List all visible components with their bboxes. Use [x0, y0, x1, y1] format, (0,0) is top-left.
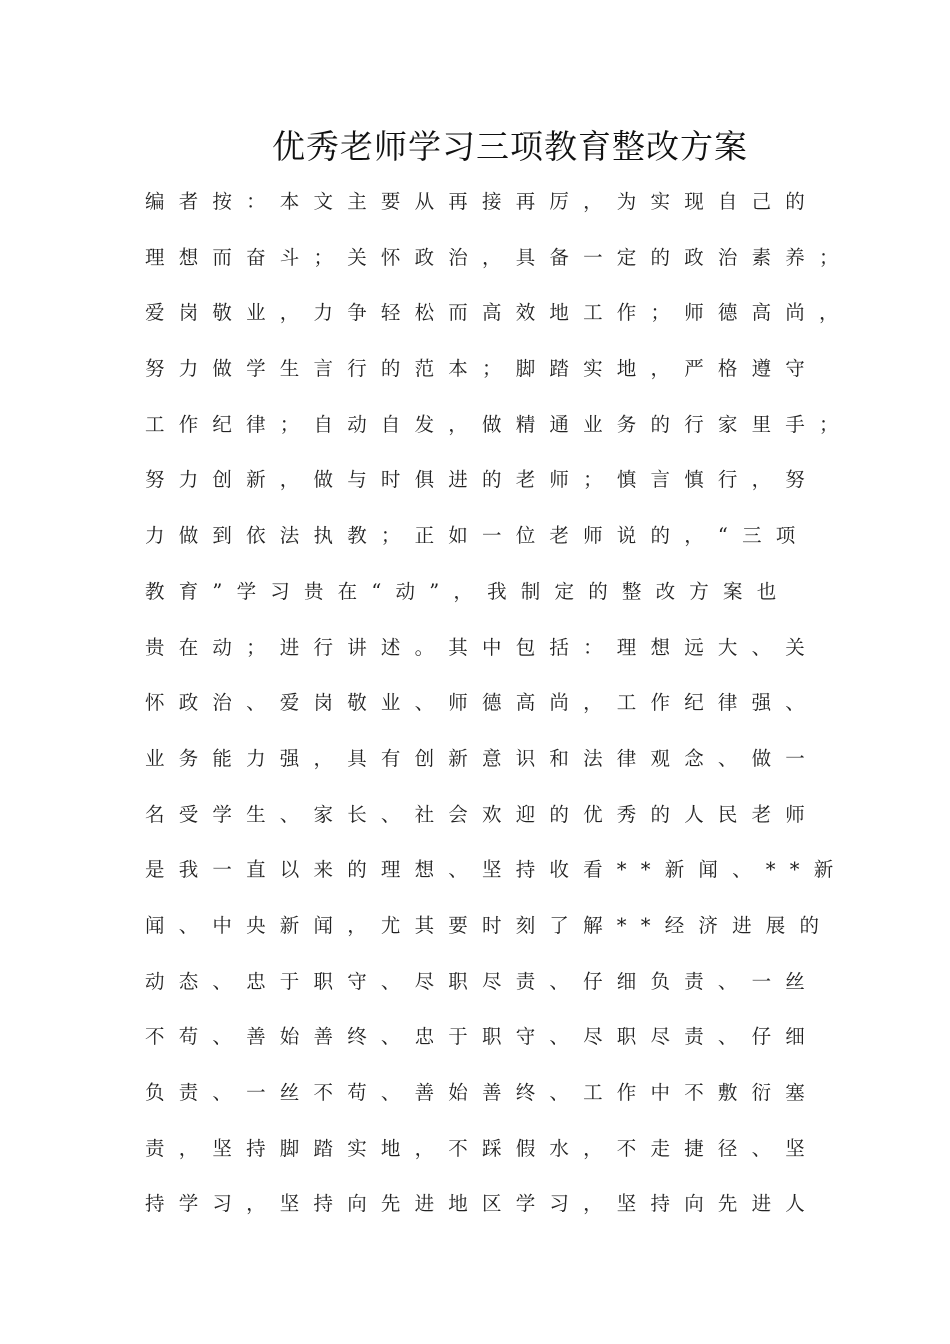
body-line: 闻、中央新闻，尤其要时刻了解**经济进展的 — [145, 913, 834, 937]
document-body — [145, 182, 853, 1240]
body-line: 名受学生、家长、社会欢迎的优秀的人民老师 — [145, 802, 820, 826]
body-line: 理想而奋斗；关怀政治，具备一定的政治素养； — [145, 245, 853, 269]
body-line: 工作纪律；自动自发，做精通业务的行家里手； — [145, 412, 853, 436]
body-line: 力做到依法执教；正如一位老师说的，“三项 — [145, 524, 810, 548]
body-line: 是我一直以来的理想、坚持收看**新闻、**新 — [145, 858, 848, 882]
body-line: 贵在动；进行讲述。其中包括：理想远大、关 — [145, 635, 820, 659]
body-line: 持学习，坚持向先进地区学习，坚持向先进人 — [145, 1192, 820, 1216]
body-line: 努力创新，做与时俱进的老师；慎言慎行，努 — [145, 468, 820, 492]
document-title: 优秀老师学习三项教育整改方案 — [272, 127, 748, 166]
body-line: 负责、一丝不苟、善始善终、工作中不敷衍塞 — [145, 1081, 820, 1104]
body-line: 责，坚持脚踏实地，不踩假水，不走捷径、坚 — [145, 1136, 820, 1160]
body-line: 怀政治、爱岗敬业、师德高尚，工作纪律强、 — [145, 691, 820, 715]
body-line: 爱岗敬业，力争轻松而高效地工作；师德高尚， — [145, 301, 853, 325]
body-line: 动态、忠于职守、尽职尽责、仔细负责、一丝 — [145, 969, 820, 993]
body-line: 努力做学生言行的范本；脚踏实地，严格遵守 — [145, 357, 820, 381]
body-line: 不苟、善始善终、忠于职守、尽职尽责、仔细 — [145, 1025, 820, 1049]
body-line: 编者按：本文主要从再接再厉，为实现自己的 — [145, 190, 820, 213]
body-line: 业务能力强，具有创新意识和法律观念、做一 — [145, 746, 820, 770]
body-line: 教育”学习贵在“动”，我制定的整改方案也 — [145, 579, 791, 603]
